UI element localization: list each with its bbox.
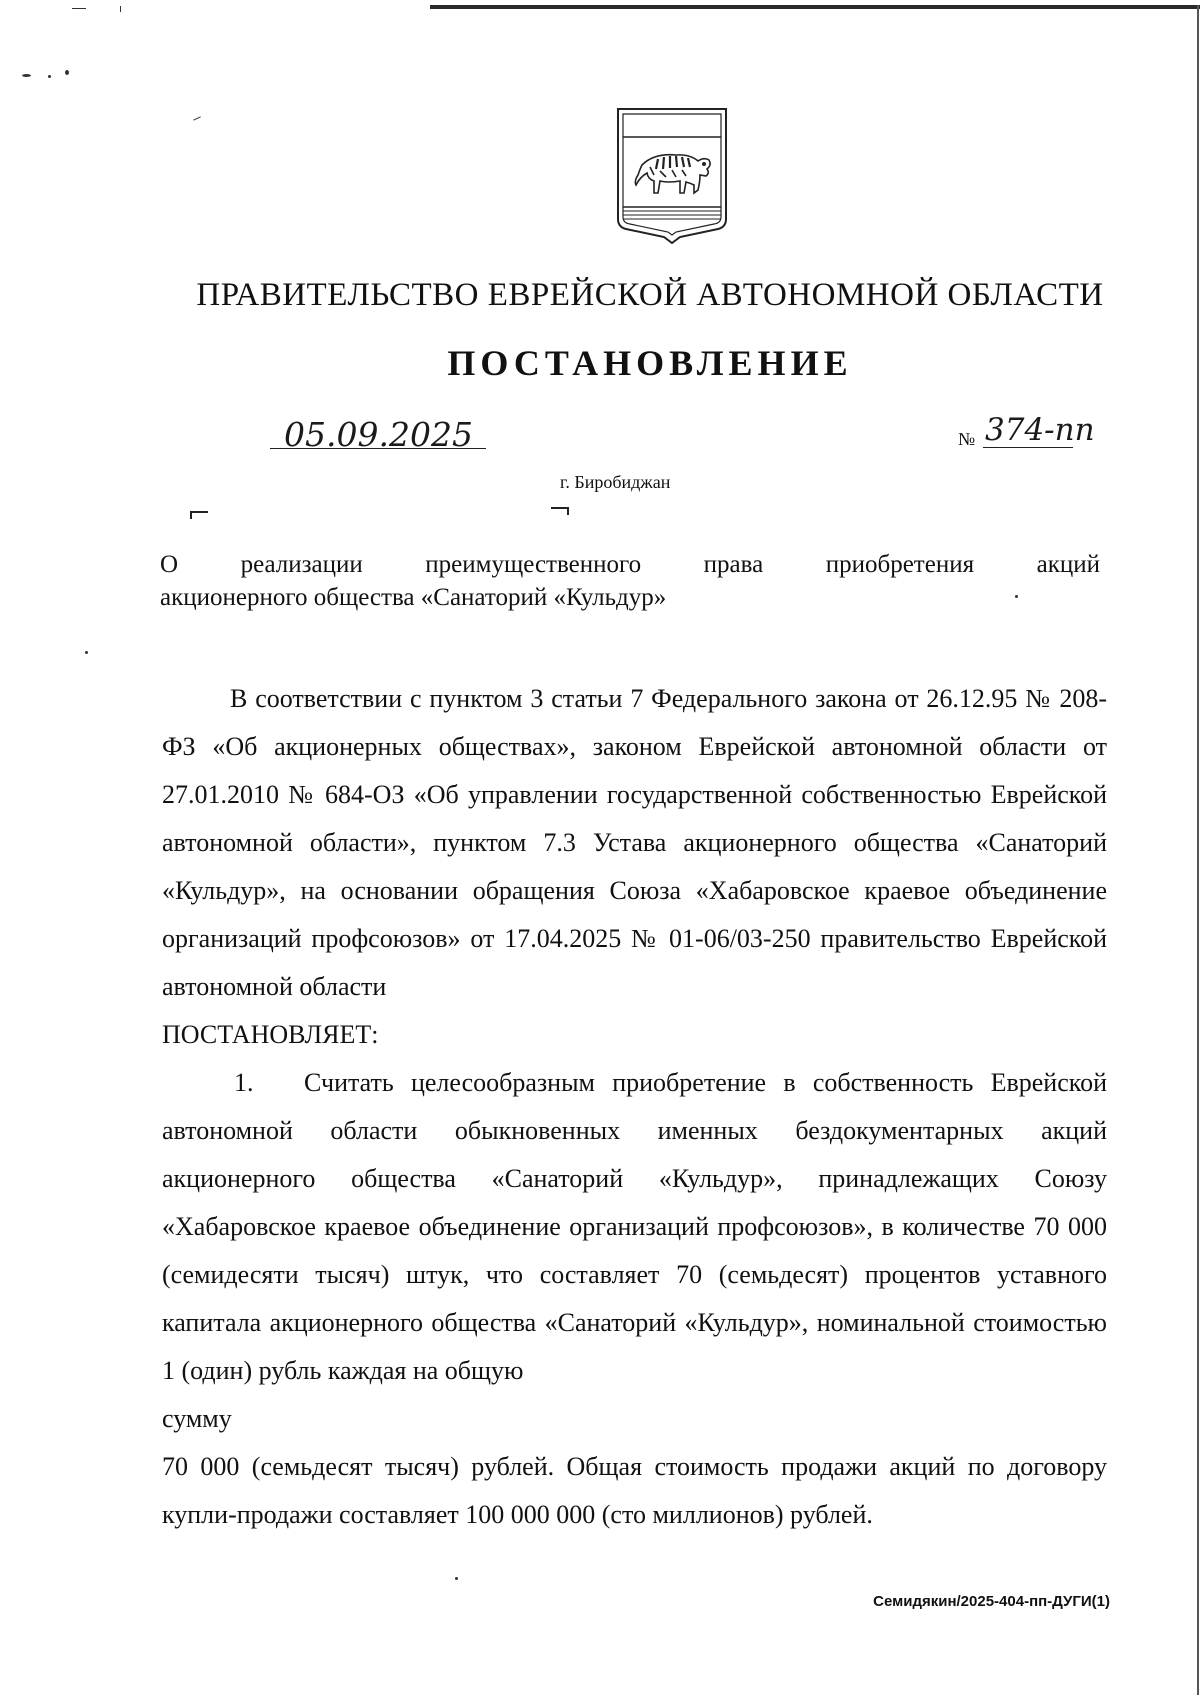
document-date-handwritten: 05.09.2025: [284, 415, 473, 454]
item-1-number: 1.: [234, 1068, 254, 1097]
subject-line-2: акционерного общества «Санаторий «Кульдур»: [160, 584, 667, 611]
scan-speck: [85, 651, 88, 654]
document-body: [162, 675, 1107, 1539]
scan-mark: [120, 6, 123, 12]
subject-corner-right: [551, 507, 569, 515]
scan-speck: [65, 70, 69, 75]
scan-mark: [72, 8, 86, 9]
coat-of-arms-emblem: [614, 107, 730, 245]
item-1-word-line: сумму: [162, 1404, 232, 1433]
scan-edge-top: [430, 5, 1200, 9]
date-underline: [270, 448, 486, 449]
item-1-text: Считать целесообразным приобретение в собственность Еврейской автономной области обыкновенных именных бездокументарных акций акционерного общества «Санаторий «Кульдур», принадлежащих Союзу «Хабаровское краевое объединение организаций профсоюзов», в количестве 70 000 (семидесяти тысяч) штук, что составляет 70 (семьдесят) процентов уставного капитала акционерного общества «Санаторий «Кульдур», номинальной стоимостью 1 (один) рубль каждая на общую: [162, 1068, 1107, 1385]
decree-word: ПОСТАНОВЛЯЕТ:: [162, 1020, 379, 1049]
government-title: ПРАВИТЕЛЬСТВО ЕВРЕЙСКОЙ АВТОНОМНОЙ ОБЛАСТИ: [196, 277, 1104, 313]
subject-line-1: О реализации преимущественного права приобретения акций: [160, 551, 1100, 578]
item-1-paragraph: [162, 1059, 1107, 1395]
document-footer-code: Семидякин/2025-404-пп-ДУГИ(1): [873, 1593, 1110, 1610]
scan-edge-right: [1197, 5, 1199, 1695]
document-subject: [160, 548, 1100, 614]
scan-mark: [193, 116, 201, 120]
item-1-continuation: 70 000 (семьдесят тысяч) рублей. Общая стоимость продажи акций по договору купли-продажи составляет 100 000 000 (сто миллионов) рублей.: [162, 1452, 1107, 1529]
city-name: г. Биробиджан: [560, 472, 671, 492]
scan-speck: [455, 1577, 458, 1580]
subject-corner-left: [190, 511, 208, 519]
scan-speck: [22, 74, 31, 77]
scan-speck: [48, 75, 51, 78]
document-type-heading: ПОСТАНОВЛЕНИЕ: [447, 343, 853, 383]
number-sign: №: [958, 429, 976, 449]
number-underline: [983, 447, 1073, 448]
preamble-paragraph: В соответствии с пунктом 3 статьи 7 Федерального закона от 26.12.95 № 208-ФЗ «Об акционерных обществах», законом Еврейской автономной области от 27.01.2010 № 684-ОЗ «Об управлении государственной собственностью Еврейской автономной области», пунктом 7.3 Устава акционерного общества «Санаторий «Кульдур», на основании обращения Союза «Хабаровское краевое объединение организаций профсоюзов» от 17.04.2025 № 01-06/03-250 правительство Еврейской автономной области: [162, 684, 1107, 1001]
document-number-handwritten: 374-пп: [985, 412, 1095, 448]
